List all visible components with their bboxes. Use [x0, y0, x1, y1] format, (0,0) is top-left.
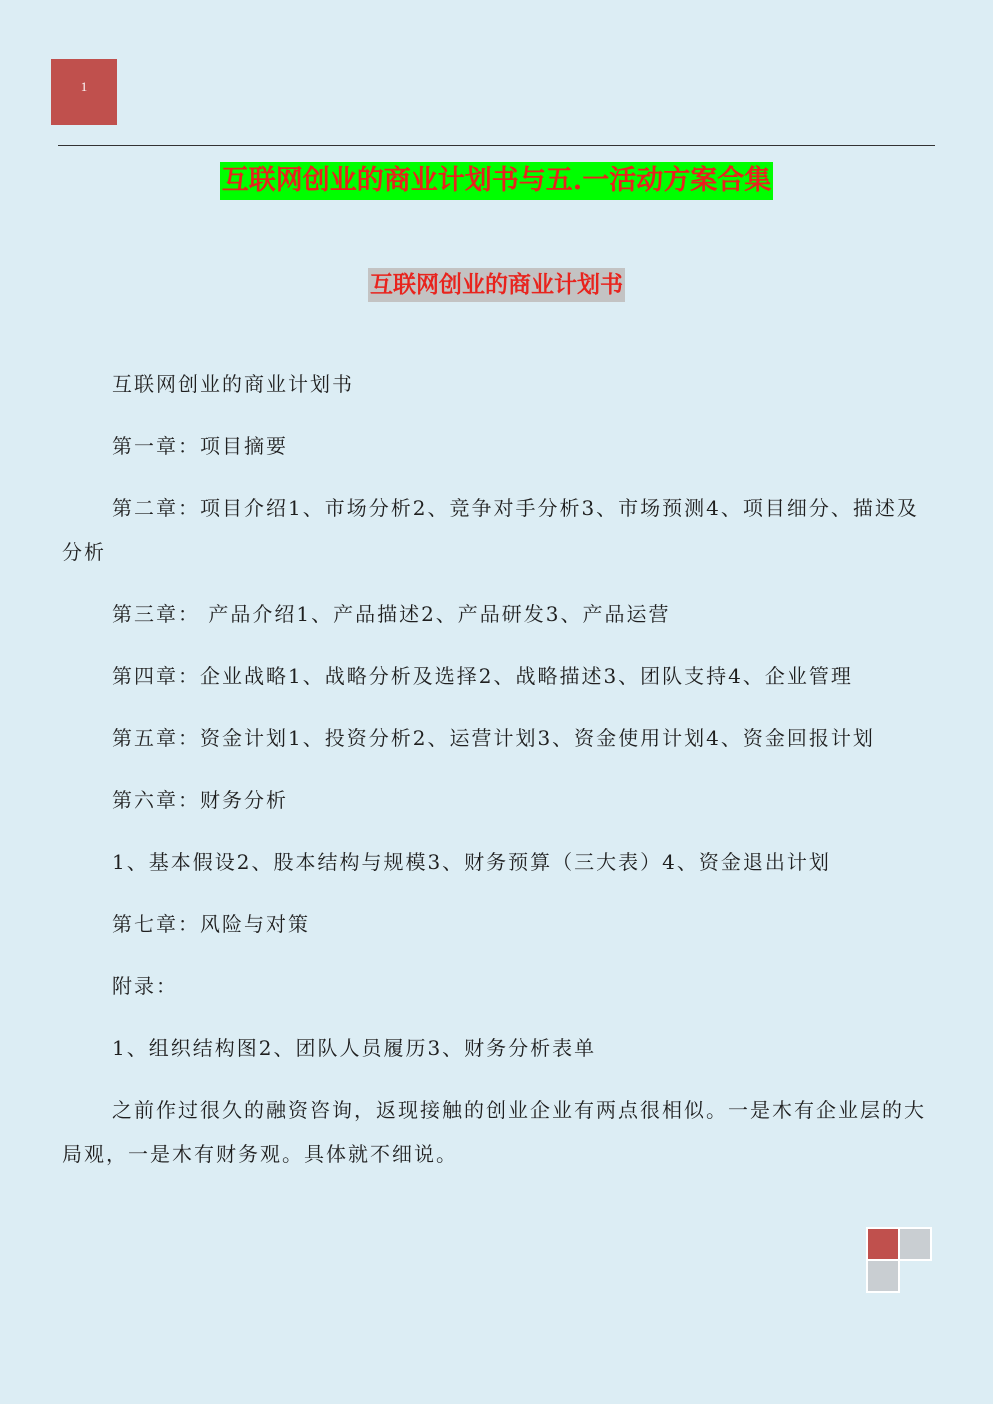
- corner-square-grey: [866, 1259, 900, 1293]
- page-number-badge: [51, 59, 117, 125]
- corner-square-grey: [898, 1227, 932, 1261]
- body-paragraph: 第一章：项目摘要: [112, 434, 288, 458]
- document-body: [62, 362, 928, 1194]
- corner-decoration: [866, 1227, 934, 1293]
- body-paragraph: 1、基本假设2、股本结构与规模3、财务预算（三大表）4、资金退出计划: [112, 850, 831, 874]
- corner-square-red: [866, 1227, 900, 1261]
- body-paragraph: 第二章：项目介绍1、市场分析2、竞争对手分析3、市场预测4、项目细分、描述及分析: [62, 496, 919, 564]
- document-title: [0, 162, 993, 200]
- body-paragraph: 第四章：企业战略1、战略分析及选择2、战略描述3、团队支持4、企业管理: [112, 664, 853, 688]
- body-paragraph: 1、组织结构图2、团队人员履历3、财务分析表单: [112, 1036, 597, 1060]
- section-title: [0, 268, 993, 302]
- body-paragraph: 第五章：资金计划1、投资分析2、运营计划3、资金使用计划4、资金回报计划: [112, 726, 875, 750]
- document-title-text: 互联网创业的商业计划书与五.一活动方案合集: [220, 162, 773, 200]
- section-title-text: 互联网创业的商业计划书: [368, 268, 625, 302]
- body-paragraph: 互联网创业的商业计划书: [112, 372, 354, 396]
- body-paragraph: 附录：: [112, 974, 178, 998]
- body-paragraph: 之前作过很久的融资咨询，返现接触的创业企业有两点很相似。一是木有企业层的大局观，一是木有财务观。具体就不细说。: [62, 1098, 926, 1166]
- header-divider: [58, 145, 935, 146]
- page-number: 1: [80, 79, 88, 94]
- body-paragraph: 第三章： 产品介绍1、产品描述2、产品研发3、产品运营: [112, 602, 671, 626]
- body-paragraph: 第六章：财务分析: [112, 788, 288, 812]
- body-paragraph: 第七章：风险与对策: [112, 912, 310, 936]
